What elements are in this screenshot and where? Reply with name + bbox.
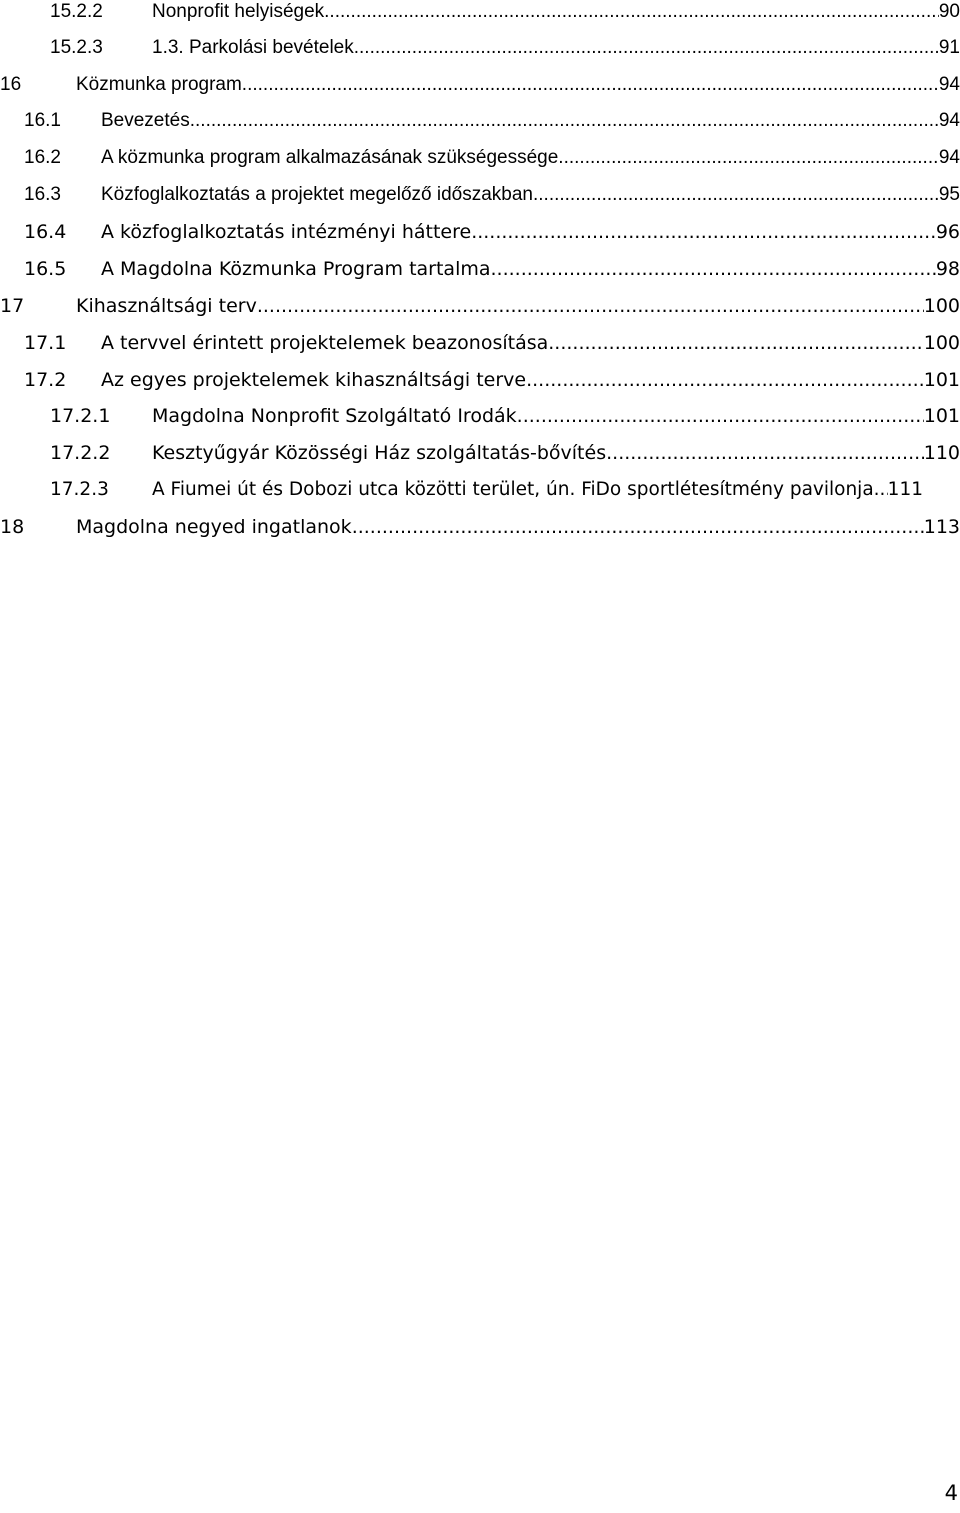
toc-entry-page: 94 [938, 110, 960, 131]
toc-entry-page: 100 [923, 332, 960, 354]
toc-entry-title: A közfoglalkoztatás intézményi háttere [101, 221, 472, 243]
toc-entry-number: 18 [0, 516, 25, 538]
toc-entry-number: 16.3 [24, 184, 61, 205]
dot-leader [242, 70, 939, 100]
dot-leader [354, 33, 939, 63]
toc-entry-17-1[interactable] [0, 328, 960, 358]
toc-entry-page: 95 [938, 184, 960, 205]
toc-entry-15-2-2[interactable] [0, 0, 960, 27]
dot-leader [526, 365, 924, 395]
toc-entry-18[interactable] [0, 512, 960, 542]
toc-entry-number: 17 [0, 295, 25, 317]
toc-entry-page: 91 [938, 37, 960, 58]
toc-entry-16-5[interactable] [0, 254, 960, 284]
toc-entry-page: 101 [923, 405, 960, 427]
toc-entry-page: 111 [887, 479, 923, 500]
toc-entry-number: 16.2 [24, 147, 61, 168]
toc-entry-page: 98 [935, 258, 960, 280]
toc-entry-title: A Fiumei út és Dobozi utca közötti terület, ún. FiDo sportlétesítmény pavilonja [152, 479, 874, 500]
toc-entry-16-4[interactable] [0, 217, 960, 247]
toc-entry-17-2-3[interactable] [0, 475, 960, 505]
toc-entry-number: 17.1 [24, 332, 67, 354]
toc-entry-title: Nonprofit helyiségek [152, 1, 325, 22]
dot-leader [324, 0, 939, 27]
toc-entry-number: 15.2.2 [50, 1, 103, 22]
toc-entry-page: 94 [938, 74, 960, 95]
toc-entry-page: 110 [923, 442, 960, 464]
dot-leader [517, 401, 924, 431]
dot-leader [491, 254, 936, 284]
page-number: 4 [944, 1481, 958, 1505]
toc-entry-title: Magdolna negyed ingatlanok [76, 516, 352, 538]
dot-leader [558, 143, 939, 173]
toc-entry-title: Kihasználtsági terv [76, 295, 257, 317]
toc-entry-number: 16.5 [24, 258, 67, 280]
toc-entry-title: 1.3. Parkolási bevételek [152, 37, 354, 58]
dot-leader [874, 475, 888, 505]
toc-entry-page: 94 [938, 147, 960, 168]
toc-entry-number: 17.2.2 [50, 442, 111, 464]
toc-entry-16[interactable] [0, 70, 960, 100]
toc-entry-title: Közmunka program [76, 74, 242, 95]
toc-entry-number: 17.2.1 [50, 405, 111, 427]
toc-entry-number: 16.1 [24, 110, 61, 131]
toc-entry-title: Közfoglalkoztatás a projektet megelőző időszakban [101, 184, 533, 205]
dot-leader [190, 106, 939, 136]
dot-leader [257, 291, 924, 321]
toc-entry-number: 16 [0, 74, 22, 95]
toc-entry-page: 101 [923, 369, 960, 391]
dot-leader [471, 217, 936, 247]
toc-entry-15-2-3[interactable] [0, 33, 960, 63]
toc-entry-page: 90 [938, 1, 960, 22]
toc-entry-page: 113 [923, 516, 960, 538]
dot-leader [533, 180, 939, 210]
toc-entry-page: 100 [923, 295, 960, 317]
dot-leader [548, 328, 923, 358]
toc-entry-title: Bevezetés [101, 110, 190, 131]
toc-entry-title: A Magdolna Közmunka Program tartalma [101, 258, 491, 280]
toc-entry-17-2-1[interactable] [0, 401, 960, 431]
toc-entry-number: 15.2.3 [50, 37, 103, 58]
toc-entry-number: 17.2.3 [50, 479, 109, 500]
toc-entry-16-2[interactable] [0, 143, 960, 173]
toc-entry-17[interactable] [0, 291, 960, 321]
toc-entry-page: 96 [935, 221, 960, 243]
toc-entry-number: 17.2 [24, 369, 67, 391]
toc-entry-title: A tervvel érintett projektelemek beazonosítása [101, 332, 549, 354]
toc-entry-title: Kesztyűgyár Közösségi Ház szolgáltatás-bővítés [152, 442, 607, 464]
toc-entry-17-2[interactable] [0, 365, 960, 395]
toc-entry-16-1[interactable] [0, 106, 960, 136]
toc-entry-title: Magdolna Nonprofit Szolgáltató Irodák [152, 405, 517, 427]
toc-entry-title: A közmunka program alkalmazásának szükségessége [101, 147, 559, 168]
dot-leader [352, 512, 924, 542]
toc-entry-16-3[interactable] [0, 180, 960, 210]
toc-entry-number: 16.4 [24, 221, 67, 243]
toc-entry-title: Az egyes projektelemek kihasználtsági terve [101, 369, 527, 391]
dot-leader [606, 438, 924, 468]
toc-entry-17-2-2[interactable] [0, 438, 960, 468]
